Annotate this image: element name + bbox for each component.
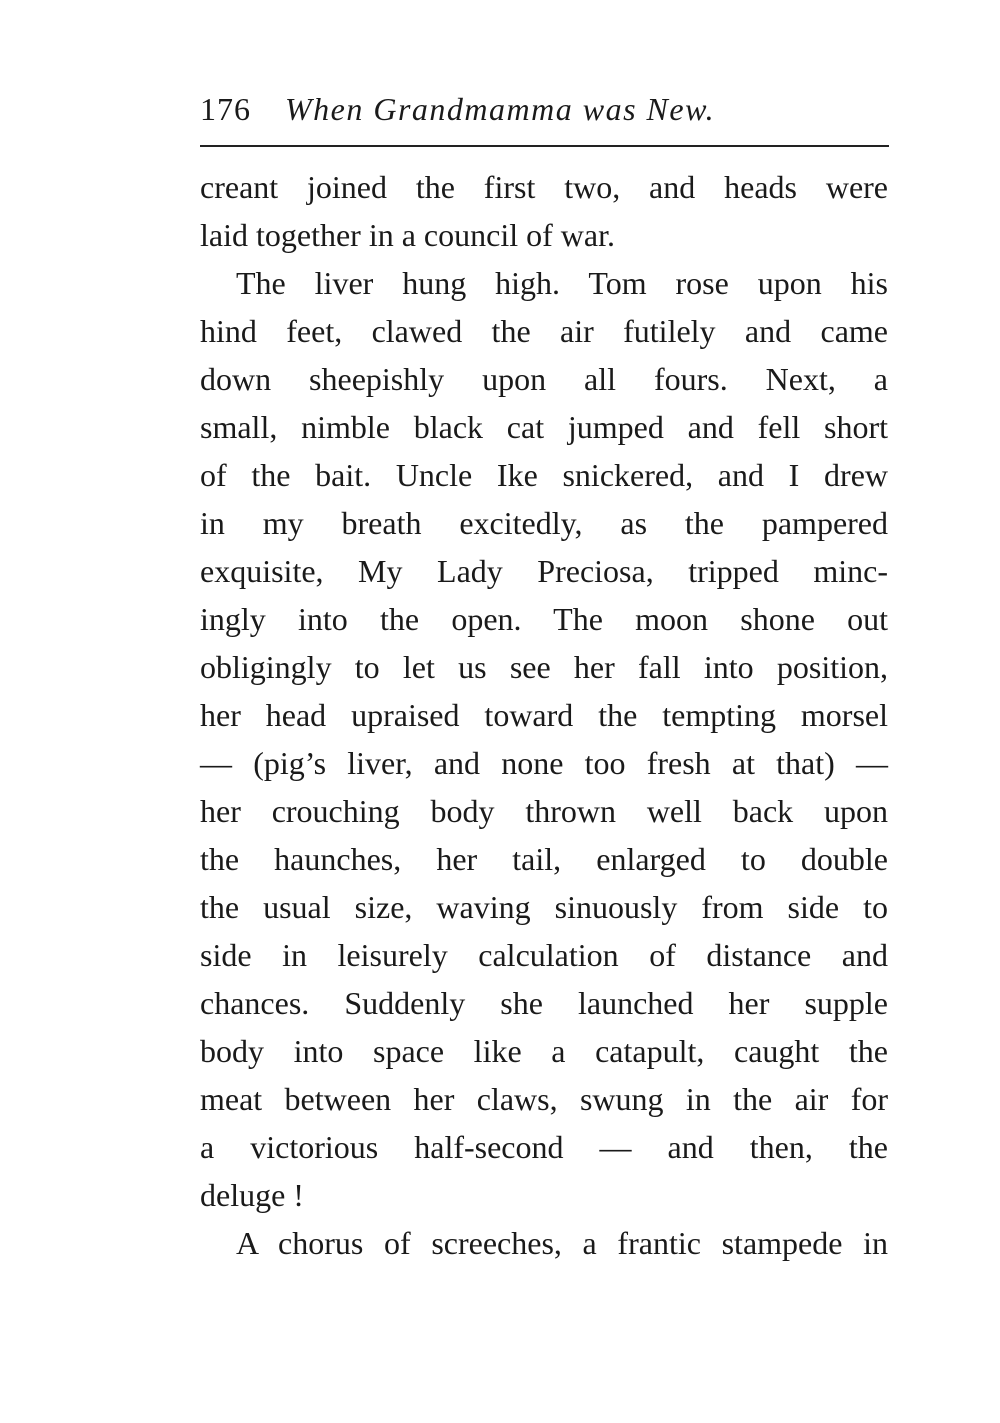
text-line: A chorus of screeches, a frantic stampede in xyxy=(236,1225,888,1261)
text-line: her crouching body thrown well back upon xyxy=(200,793,888,829)
running-head xyxy=(200,84,890,134)
text-line: the haunches, her tail, enlarged to double xyxy=(200,841,888,877)
header-rule xyxy=(200,145,889,147)
text-line: laid together in a council of war. xyxy=(200,217,615,253)
text-line: deluge ! xyxy=(200,1177,304,1213)
text-line: hind feet, clawed the air futilely and came xyxy=(200,313,888,349)
text-line: a victorious half-second — and then, the xyxy=(200,1129,888,1165)
text-line: the usual size, waving sinuously from side to xyxy=(200,889,888,925)
text-line: in my breath excitedly, as the pampered xyxy=(200,505,888,541)
text-line: creant joined the first two, and heads were xyxy=(200,169,888,205)
text-line: ingly into the open. The moon shone out xyxy=(200,601,888,637)
text-line: her head upraised toward the tempting morsel xyxy=(200,697,888,733)
text-line: obligingly to let us see her fall into position, xyxy=(200,649,888,685)
text-line: chances. Suddenly she launched her supple xyxy=(200,985,888,1021)
text-line: — (pig’s liver, and none too fresh at that) — xyxy=(200,745,888,781)
paragraph-1 xyxy=(200,163,888,259)
text-line: exquisite, My Lady Preciosa, tripped minc- xyxy=(200,553,888,589)
text-line: of the bait. Uncle Ike snickered, and I drew xyxy=(200,457,888,493)
text-line: The liver hung high. Tom rose upon his xyxy=(236,265,888,301)
paragraph-2 xyxy=(200,259,888,1219)
text-line: small, nimble black cat jumped and fell short xyxy=(200,409,888,445)
book-title: When Grandmamma was New. xyxy=(285,91,716,127)
text-line: side in leisurely calculation of distance and xyxy=(200,937,888,973)
text-line: down sheepishly upon all fours. Next, a xyxy=(200,361,888,397)
text-line: meat between her claws, swung in the air for xyxy=(200,1081,888,1117)
text-line: body into space like a catapult, caught the xyxy=(200,1033,888,1069)
paragraph-3 xyxy=(200,1219,888,1267)
body-text xyxy=(200,163,888,1267)
page-number: 176 xyxy=(200,91,251,127)
